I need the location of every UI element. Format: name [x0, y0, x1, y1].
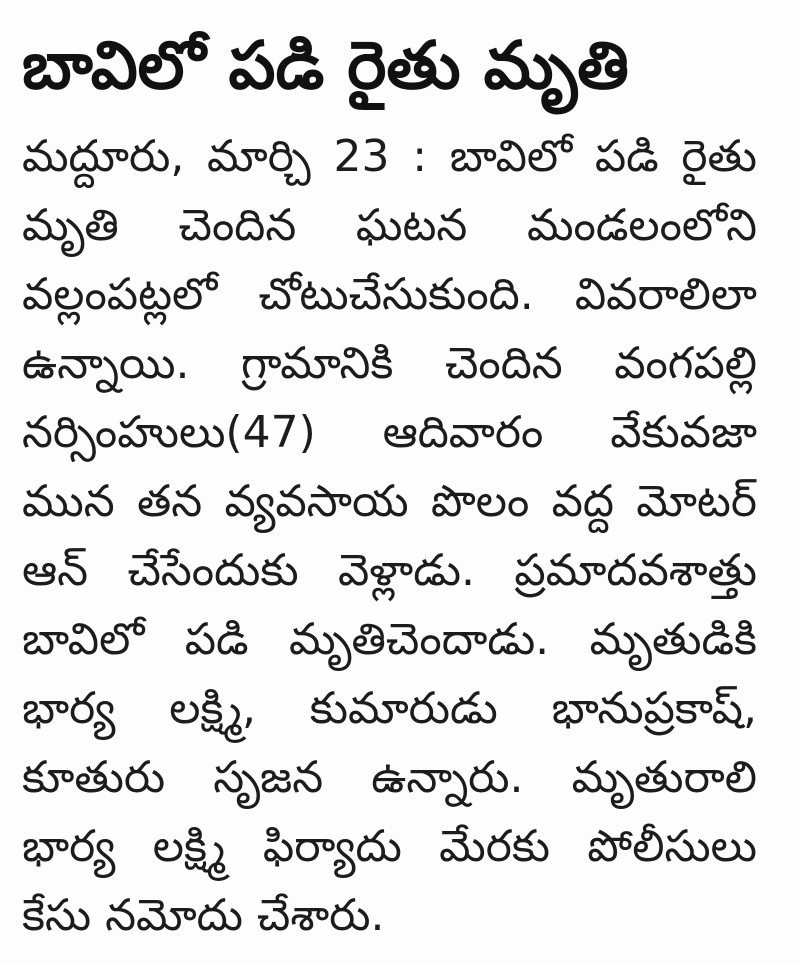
body-line: కేసు నమోదు చేశారు. — [22, 890, 385, 941]
article-body — [22, 122, 772, 950]
body-line: కూతురు సృజన ఉన్నారు. మృతురాలి — [22, 752, 757, 803]
body-line: భార్య లక్ష్మి, కుమారుడు భానుప్రకాష్, — [22, 683, 757, 734]
body-line: నర్సింహులు(47) ఆదివారం వేకువజా — [22, 407, 757, 458]
body-line: ఉన్నాయి. గ్రామానికి చెందిన వంగపల్లి — [22, 338, 757, 389]
headline: బావిలో పడి రైతు మృతి — [22, 27, 629, 104]
body-line: బావిలో పడి మృతిచెందాడు. మృతుడికి — [22, 614, 757, 665]
body-line: ఆన్ చేసేందుకు వెళ్లాడు. ప్రమాదవశాత్తు — [22, 545, 757, 596]
body-line: వల్లంపట్లలో చోటుచేసుకుంది. వివరాలిలా — [22, 269, 757, 320]
body-line: మద్దూరు, మార్చి 23 : బావిలో పడి రైతు — [22, 131, 757, 182]
body-line: భార్య లక్ష్మి ఫిర్యాదు మేరకు పోలీసులు — [22, 821, 757, 872]
body-line: మున తన వ్యవసాయ పొలం వద్ద మోటర్ — [22, 476, 757, 527]
body-line: మృతి చెందిన ఘటన మండలంలోని — [22, 200, 757, 251]
